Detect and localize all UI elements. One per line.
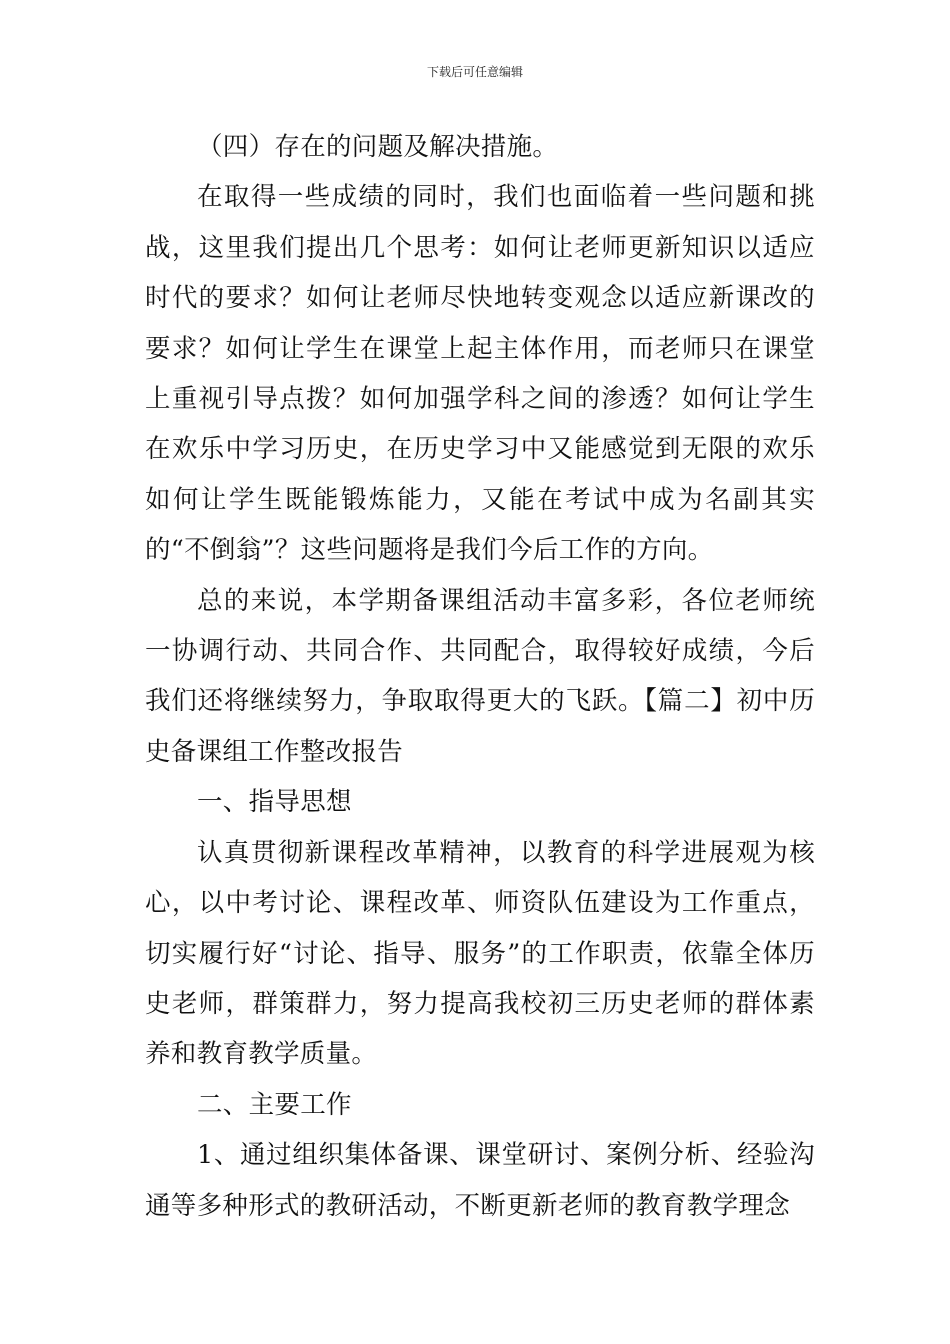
section-heading-guiding-ideology: 一、指导思想 <box>197 787 352 818</box>
body-paragraph: 在取得一些成绩的同时，我们也面临着一些问题和挑战，这里我们提出几个思考：如何让老师更新知识以适应时代的要求？如何让老师尽快地转变观念以适应新课改的要求？如何让学生在课堂上起主体作用，而老师只在课堂上重视引导点拨？如何加强学科之间的渗透？如何让学生在欢乐中学习历史，在历史学习中又能感觉到无限的欢乐如何让学生既能锻炼能力，又能在考试中成为名副其实的“不倒翁”？这些问题将是我们今后工作的方向。 <box>145 182 815 566</box>
document-body <box>145 122 815 1231</box>
section-heading-main-work: 二、主要工作 <box>197 1089 352 1120</box>
body-paragraph: 1、通过组织集体备课、课堂研讨、案例分析、经验沟通等多种形式的教研活动，不断更新老师的教育教学理念 <box>145 1140 815 1221</box>
body-paragraph: 认真贯彻新课程改革精神，以教育的科学进展观为核心，以中考讨论、课程改革、师资队伍建设为工作重点，切实履行好“讨论、指导、服务”的工作职责，依靠全体历史老师，群策群力，努力提高我校初三历史老师的群体素养和教育教学质量。 <box>145 837 815 1070</box>
page-header: 下载后可任意编辑 <box>426 65 523 79</box>
section-heading-problems: （四）存在的问题及解决措施。 <box>197 132 559 162</box>
body-paragraph: 总的来说，本学期备课组活动丰富多彩，各位老师统一协调行动、共同合作、共同配合，取得较好成绩，今后我们还将继续努力，争取取得更大的飞跃。【篇二】初中历史备课组工作整改报告 <box>145 585 815 767</box>
